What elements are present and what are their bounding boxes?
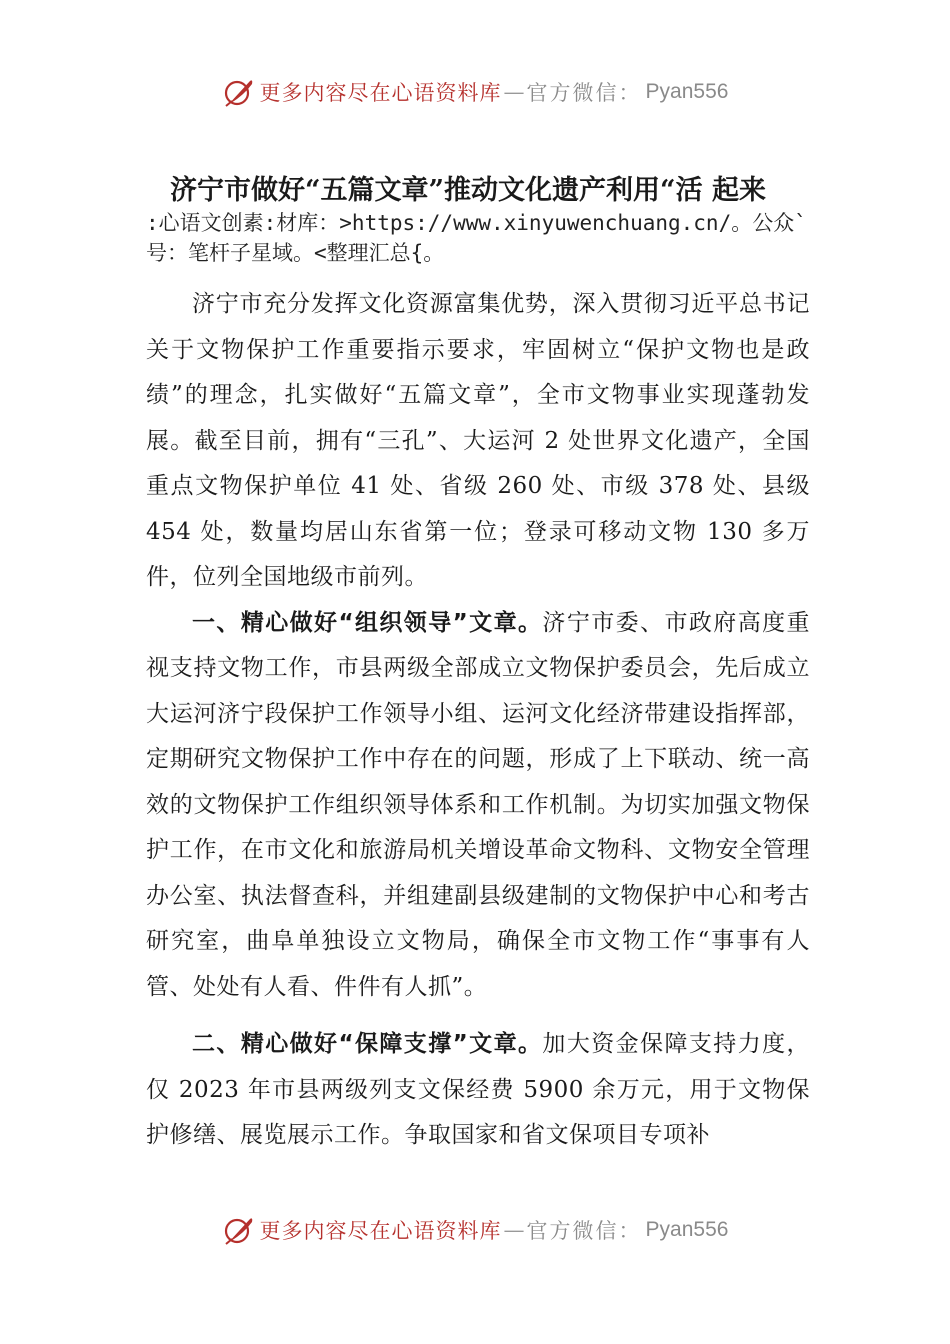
document-body	[146, 282, 810, 1159]
feather-logo-icon	[222, 1213, 256, 1247]
banner-main-text: 更多内容尽在心语资料库	[259, 81, 502, 105]
source-line: :心语文创素:材库：>https://www.xinyuwenchuang.cn/。公众`号：笔杆子星域。<整理汇总{。	[146, 211, 807, 265]
paragraph-text: 济宁市委、市政府高度重视支持文物工作，市县两级全部成立文物保护委员会，先后成立大运河济宁段保护工作领导小组、运河文化经济带建设指挥部，定期研究文物保护工作中存在的问题，形成了上下联动、统一高效的文物保护工作组织领导体系和工作机制。为切实加强文物保护工作，在市文化和旅游局机关增设革命文物科、文物安全管理办公室、执法督查科，并组建副县级建制的文物保护中心和考古研究室，曲阜单独设立文物局，确保全市文物工作“事事有人管、处处有人看、件件有人抓”。	[146, 609, 811, 1000]
banner-account: Pyan556	[645, 80, 729, 103]
banner-label: 官方微信：	[526, 1219, 642, 1243]
banner-main-text: 更多内容尽在心语资料库	[259, 1219, 502, 1243]
header-watermark-banner	[0, 72, 950, 112]
paragraph-heading: 二、精心做好“保障支撑”文章。	[192, 1031, 543, 1057]
paragraph-section-2	[146, 1022, 810, 1159]
banner-dash: —	[503, 80, 525, 104]
document-title: 济宁市做好“五篇文章”推动文化遗产利用“活 起来	[170, 175, 766, 206]
paragraph-intro	[146, 282, 810, 601]
paragraph-heading: 一、精心做好“组织领导”文章。	[192, 609, 543, 636]
paragraph-text: 济宁市充分发挥文化资源富集优势，深入贯彻习近平总书记关于文物保护工作重要指示要求，牢固树立“保护文物也是政绩”的理念，扎实做好“五篇文章”，全市文物事业实现蓬勃发展。截至目前，拥有“三孔”、大运河 2 处世界文化遗产，全国重点文物保护单位 41 处、省级 260 处、市级 378 处、县级 454 处，数量均居山东省第一位；登录可移动文物 130 多万件，位列全国地级市前列。	[146, 291, 810, 590]
banner-dash: —	[503, 1218, 525, 1242]
banner-account: Pyan556	[645, 1218, 729, 1241]
banner-label: 官方微信：	[526, 81, 642, 105]
feather-logo-icon	[222, 75, 256, 109]
paragraph-section-1	[146, 601, 810, 1011]
paragraph-text: 加大资金保障支持力度，仅 2023 年市县两级列支文保经费 5900 余万元，用于文物保护修缮、展览展示工作。争取国家和省文保项目专项补	[146, 1031, 811, 1148]
footer-watermark-banner	[0, 1210, 950, 1250]
